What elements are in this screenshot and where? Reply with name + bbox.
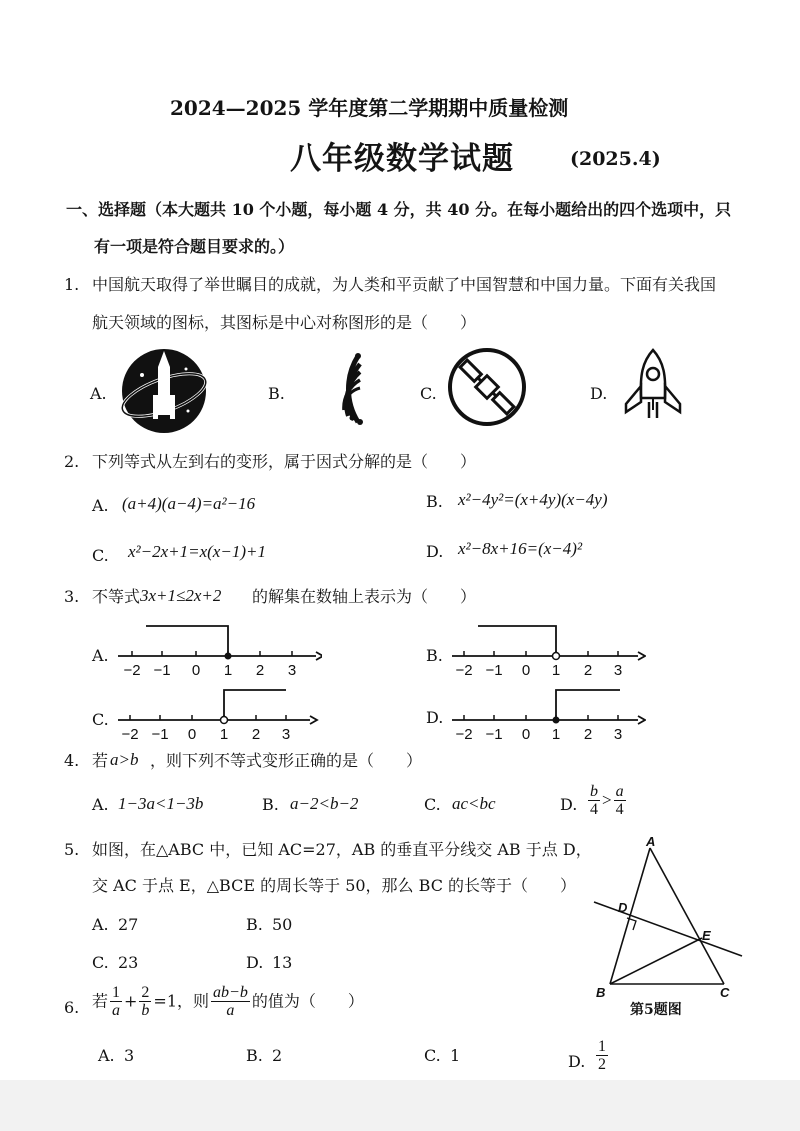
q6-option-a-label: A. <box>98 1046 115 1065</box>
q3-stem-post: 的解集在数轴上表示为（ ） <box>252 587 477 606</box>
q1-option-d-label: D. <box>590 384 608 403</box>
point-label-c: C <box>720 985 730 1000</box>
point-label-b: B <box>596 985 606 1000</box>
q5-triangle-figure <box>588 832 748 1000</box>
exam-subtitle: 八年级数学试题 <box>290 141 514 177</box>
frac-denominator: 4 <box>590 801 598 818</box>
tick-label: 0 <box>191 662 201 679</box>
tick-label: 1 <box>551 662 561 679</box>
q3-stem-pre: 不等式 <box>92 587 141 606</box>
q6-option-a: 3 <box>124 1046 135 1065</box>
q1-number: 1. <box>64 275 80 294</box>
satellite-icon <box>446 346 528 428</box>
frac-denominator: 4 <box>615 801 624 818</box>
tick-label: 3 <box>613 662 623 679</box>
frac-numerator: a <box>615 783 624 800</box>
q4-option-c-label: C. <box>424 795 441 814</box>
tick-label: −2 <box>121 726 139 743</box>
tick-label: 1 <box>223 662 233 679</box>
q6-number: 6. <box>64 998 80 1017</box>
tick-label: −1 <box>151 726 169 743</box>
point-label-e: E <box>702 928 711 943</box>
tick-label: −2 <box>123 662 141 679</box>
number-line-d <box>446 686 646 746</box>
number-line-a <box>112 622 322 682</box>
q6-option-d-label: D. <box>568 1052 586 1071</box>
tick-label: −2 <box>455 726 473 743</box>
tick-label: 2 <box>255 662 265 679</box>
q6-option-c: 1 <box>450 1046 461 1065</box>
q5-option-a-label: A. <box>92 915 109 934</box>
q3-option-a-label: A. <box>92 646 109 665</box>
point-label-a: A <box>646 834 656 849</box>
frac-numerator: b <box>590 783 598 800</box>
q6-option-d <box>594 1038 610 1073</box>
q6-option-c-label: C. <box>424 1046 441 1065</box>
q3-option-c-label: C. <box>92 710 109 729</box>
frac-denominator: b <box>141 1002 150 1019</box>
tick-label: −2 <box>455 662 473 679</box>
q2-option-a: (a+4)(a−4)=a²−16 <box>122 494 256 513</box>
q6-option-b: 2 <box>272 1046 283 1065</box>
q6-stem <box>92 984 364 1019</box>
q1-stem-line2: 航天领域的图标，其图标是中心对称图形的是（ ） <box>92 313 477 332</box>
q5-option-c-label: C. <box>92 953 109 972</box>
q5-number: 5. <box>64 840 80 859</box>
q4-option-d-label: D. <box>560 795 578 814</box>
q1-stem-line1: 中国航天取得了举世瞩目的成就，为人类和平贡献了中国智慧和中国力量。下面有关我国 <box>92 275 717 294</box>
ring-arcs-icon <box>290 348 370 428</box>
frac-numerator: 2 <box>141 984 150 1001</box>
q3-option-b-label: B. <box>426 646 443 665</box>
tick-label: 2 <box>251 726 261 743</box>
frac-numerator: 1 <box>598 1038 606 1055</box>
tick-label: 2 <box>583 662 593 679</box>
tick-label: 3 <box>613 726 623 743</box>
rocket-outline-icon <box>618 348 688 424</box>
q2-stem: 下列等式从左到右的变形，属于因式分解的是（ ） <box>92 452 477 471</box>
exam-date: (2025.4) <box>570 148 661 170</box>
q1-option-b-label: B. <box>268 384 285 403</box>
q5-option-d: 13 <box>272 953 293 972</box>
tick-label: 0 <box>187 726 197 743</box>
q4-option-c: ac<bc <box>452 794 496 813</box>
q2-option-c-label: C. <box>92 546 109 565</box>
q6-stem-post: 的值为（ ） <box>251 991 364 1011</box>
frac-denominator: a <box>226 1002 235 1019</box>
q5-option-d-label: D. <box>246 953 264 972</box>
tick-label: −1 <box>485 726 503 743</box>
number-line-b <box>446 622 646 682</box>
point-label-d: D <box>618 900 628 915</box>
q2-option-b-label: B. <box>426 492 443 511</box>
q2-option-b: x²−4y²=(x+4y)(x−4y) <box>458 490 608 509</box>
tick-label: −1 <box>485 662 503 679</box>
q3-option-d-label: D. <box>426 708 444 727</box>
section-heading-line2: 有一项是符合题目要求的。） <box>94 237 295 256</box>
q4-option-a: 1−3a<1−3b <box>118 794 204 813</box>
tick-label: 1 <box>551 726 561 743</box>
q5-stem-line1: 如图，在△ABC 中，已知 AC=27，AB 的垂直平分线交 AB 于点 D， <box>92 840 592 859</box>
section-heading-line1: 一、选择题（本大题共 10 个小题，每小题 4 分，共 40 分。在每小题给出的四个选项中，只 <box>66 200 732 219</box>
frac-numerator: 1 <box>112 984 121 1001</box>
q3-number: 3. <box>64 587 80 606</box>
q1-option-a-label: A. <box>90 384 107 403</box>
frac-numerator: ab−b <box>213 984 248 1001</box>
rocket-circle-icon <box>118 345 210 437</box>
tick-label: 2 <box>583 726 593 743</box>
q4-option-b-label: B. <box>262 795 279 814</box>
q2-option-d-label: D. <box>426 542 444 561</box>
frac-denominator: a <box>112 1002 121 1019</box>
tick-label: −1 <box>153 662 171 679</box>
tick-label: 0 <box>521 662 531 679</box>
relation: > <box>602 790 612 810</box>
q5-figure-caption: 第5题图 <box>630 1002 682 1018</box>
q5-option-b-label: B. <box>246 915 263 934</box>
q1-option-c-label: C. <box>420 384 437 403</box>
q6-eq: =1，则 <box>153 991 210 1011</box>
q4-option-b: a−2<b−2 <box>290 794 359 813</box>
q5-option-b: 50 <box>272 915 293 934</box>
q6-option-b-label: B. <box>246 1046 263 1065</box>
tick-label: 0 <box>521 726 531 743</box>
plus-sign: + <box>124 991 138 1011</box>
q6-stem-pre: 若 <box>92 991 109 1011</box>
q3-stem-expr: 3x+1≤2x+2 <box>140 586 222 605</box>
q2-number: 2. <box>64 452 80 471</box>
q4-option-a-label: A. <box>92 795 109 814</box>
tick-label: 3 <box>287 662 297 679</box>
exam-title: 2024—2025 学年度第二学期期中质量检测 <box>170 96 569 120</box>
q4-number: 4. <box>64 751 80 770</box>
q4-stem-pre: 若 <box>92 751 109 770</box>
number-line-c <box>112 686 322 746</box>
frac-denominator: 2 <box>598 1056 606 1073</box>
q5-stem-line2: 交 AC 于点 E，△BCE 的周长等于 50，那么 BC 的长等于（ ） <box>92 876 577 895</box>
tick-label: 3 <box>281 726 291 743</box>
q4-stem-post: ，则下列不等式变形正确的是（ ） <box>150 751 423 770</box>
page-bottom-margin <box>0 1080 800 1131</box>
q4-option-d <box>586 783 628 818</box>
q2-option-a-label: A. <box>92 496 109 515</box>
q2-option-c: x²−2x+1=x(x−1)+1 <box>128 542 266 561</box>
q4-stem-expr: a>b <box>110 750 139 769</box>
q2-option-d: x²−8x+16=(x−4)² <box>458 539 583 558</box>
q5-option-c: 23 <box>118 953 139 972</box>
q5-option-a: 27 <box>118 915 139 934</box>
tick-label: 1 <box>219 726 229 743</box>
